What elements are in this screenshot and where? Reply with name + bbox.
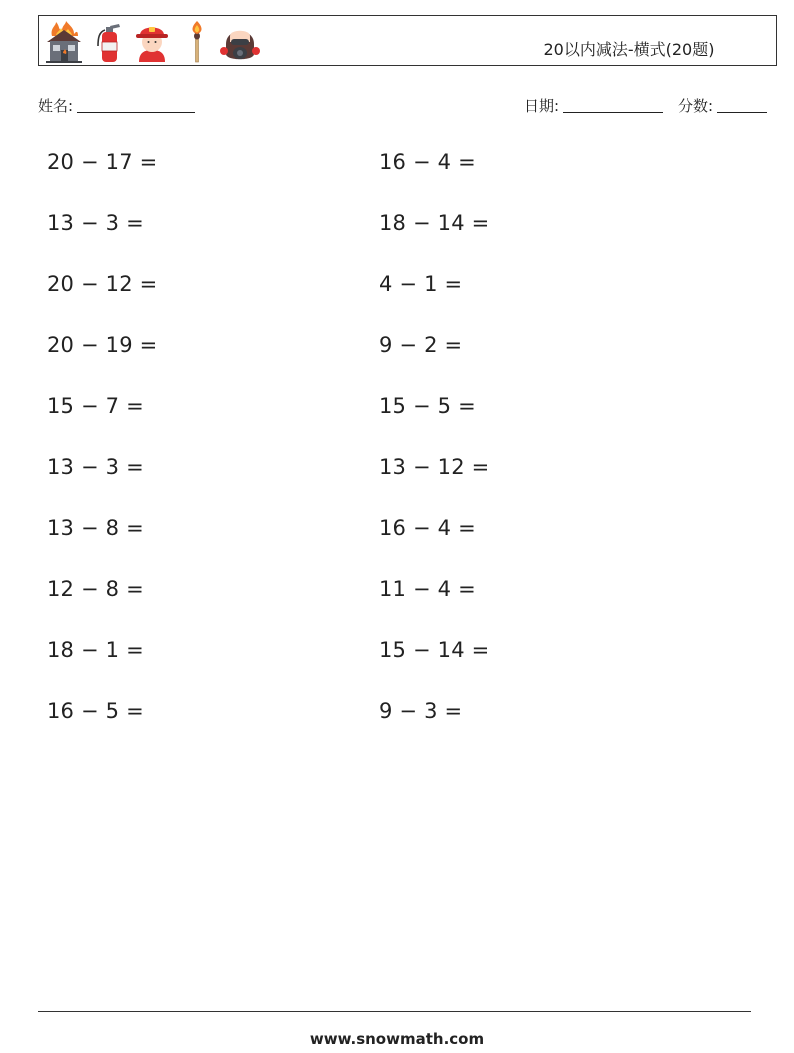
problem-left-7: 13 − 8 = [47, 516, 144, 540]
problem-right-4: 9 − 2 = [379, 333, 463, 357]
problem-left-4: 20 − 19 = [47, 333, 158, 357]
name-label: 姓名: [38, 97, 74, 115]
worksheet-title: 20以内减法-横式(20题) [543, 40, 715, 59]
problem-right-10: 9 − 3 = [379, 699, 463, 723]
header-box [38, 15, 777, 66]
problem-right-1: 16 − 4 = [379, 150, 476, 174]
footer-divider [38, 1011, 751, 1012]
problem-right-3: 4 − 1 = [379, 272, 463, 296]
score-blank[interactable] [717, 98, 767, 113]
problem-right-6: 13 − 12 = [379, 455, 490, 479]
problem-left-10: 16 − 5 = [47, 699, 144, 723]
score-label: 分数: [678, 97, 714, 115]
problem-left-6: 13 − 3 = [47, 455, 144, 479]
problem-left-8: 12 − 8 = [47, 577, 144, 601]
problem-left-5: 15 − 7 = [47, 394, 144, 418]
name-blank[interactable] [77, 98, 195, 113]
problem-left-2: 13 − 3 = [47, 211, 144, 235]
problem-left-1: 20 − 17 = [47, 150, 158, 174]
gas-mask-icon [220, 20, 260, 64]
problem-right-8: 11 − 4 = [379, 577, 476, 601]
name-field [38, 95, 195, 116]
date-field [524, 95, 663, 116]
footer-url[interactable]: www.snowmath.com [309, 1030, 485, 1048]
problem-left-3: 20 − 12 = [47, 272, 158, 296]
burning-house-icon [44, 20, 84, 64]
fire-extinguisher-icon [89, 20, 129, 64]
problem-right-9: 15 − 14 = [379, 638, 490, 662]
problem-right-2: 18 − 14 = [379, 211, 490, 235]
problem-left-9: 18 − 1 = [47, 638, 144, 662]
problem-right-7: 16 − 4 = [379, 516, 476, 540]
match-icon [177, 20, 217, 64]
firefighter-icon [132, 20, 172, 64]
problem-right-5: 15 − 5 = [379, 394, 476, 418]
date-blank[interactable] [563, 98, 663, 113]
date-label: 日期: [524, 97, 560, 115]
score-field [678, 95, 767, 116]
